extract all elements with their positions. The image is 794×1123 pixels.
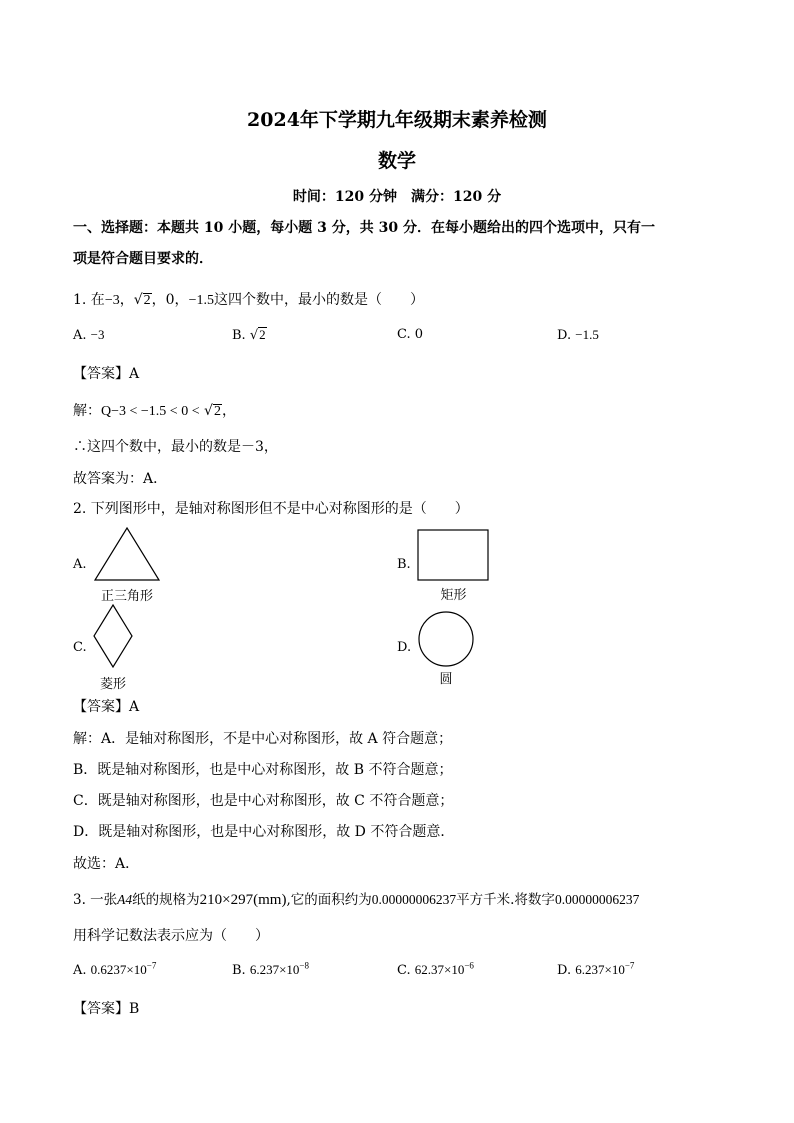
q2-solution-line4: D．既是轴对称图形，也是中心对称图形，故 D 不符合题意．: [73, 824, 455, 840]
q1-solution-line1: [73, 400, 236, 420]
q3-text: 纸的规格为: [132, 892, 200, 908]
rectangle-figure: [417, 529, 490, 582]
q3-option-c: [397, 962, 474, 978]
equilateral-triangle-figure: [93, 527, 161, 582]
q2-solution-line5: 故选：A．: [73, 856, 140, 872]
q1-option-a: [73, 327, 105, 343]
option-label: A.: [73, 328, 87, 343]
q1-stem: [73, 289, 424, 309]
q1-value-neg3: −3: [104, 293, 120, 308]
sqrt-icon: √: [249, 328, 259, 343]
q2-option-d-label: D.: [397, 640, 412, 655]
q3-text: ,它的面积约为: [286, 892, 372, 908]
q3-number: 0.00000006237: [554, 892, 640, 907]
q1-answer: 【答案】A: [73, 366, 140, 382]
q1-sep: ，: [119, 292, 134, 308]
q1-tail: 这四个数中，最小的数是（ ）: [213, 292, 424, 308]
option-label: C.: [397, 963, 411, 978]
q1-solution-line3: 故答案为：A．: [73, 471, 168, 487]
q3-text: 3. 一张: [73, 892, 118, 908]
option-exponent: −8: [299, 960, 309, 971]
option-value: 6.237×10: [249, 962, 300, 977]
q1-value-neg1-5: −1.5: [188, 293, 214, 308]
q3-option-d: [557, 962, 634, 978]
q3-stem-line2: 用科学记数法表示应为（ ）: [73, 928, 269, 944]
q3-dimensions: 210×297(mm): [199, 892, 287, 908]
option-value: 62.37×10: [414, 962, 465, 977]
option-value: 0.6237×10: [90, 962, 147, 977]
q3-answer: 【答案】B: [73, 1001, 140, 1017]
q1-option-c: C. 0: [397, 327, 424, 342]
q1-solution-line2: ∴这四个数中，最小的数是－3，: [73, 439, 278, 455]
q2-option-d-caption: 圆: [439, 672, 453, 687]
q1-sep2: ，0，: [151, 292, 189, 308]
exam-meta: 时间：120 分钟 满分：120 分: [292, 189, 502, 205]
q1-number: 1. 在: [73, 292, 105, 308]
q2-option-a-label: A.: [73, 557, 87, 572]
option-label: D.: [557, 328, 572, 343]
solution-sqrt-arg: 2: [213, 404, 221, 419]
q3-area-value: 0.00000006237: [371, 892, 457, 907]
option-value: −1.5: [575, 327, 599, 342]
subject-title: 数学: [377, 150, 416, 172]
sqrt-icon: √: [204, 403, 213, 419]
q3-text: 平方千米.将数字: [456, 892, 555, 908]
q1-sqrt-arg: 2: [143, 293, 151, 308]
q2-option-b-caption: 矩形: [440, 588, 467, 603]
q2-solution-line3: C．既是轴对称图形，也是中心对称图形，故 C 不符合题意；: [73, 793, 454, 809]
section-instruction-line1: 一、选择题：本题共 10 小题，每小题 3 分，共 30 分．在每小题给出的四个选项中，只有一: [73, 220, 655, 236]
q2-option-a-caption: 正三角形: [100, 589, 153, 604]
q3-paper-size: A4: [117, 892, 133, 907]
q1-option-b: [232, 327, 267, 343]
q3-stem: [73, 888, 639, 909]
option-exponent: −6: [464, 960, 474, 971]
option-label: B.: [232, 963, 246, 978]
option-exponent: −7: [624, 960, 635, 971]
q2-answer: 【答案】A: [73, 699, 140, 715]
rhombus-figure: [92, 604, 134, 668]
q2-solution-line2: B．既是轴对称图形，也是中心对称图形，故 B 不符合题意；: [73, 762, 453, 778]
q1-option-d: [557, 327, 599, 343]
circle-figure: [417, 610, 475, 668]
exam-title: 2024年下学期九年级期末素养检测: [247, 109, 547, 131]
q2-solution-line1: 解：A．是轴对称图形，不是中心对称图形，故 A 符合题意；: [73, 731, 453, 747]
option-value: 6.237×10: [575, 962, 625, 977]
solution-text: 解：Q−3 < −1.5 < 0 <: [73, 404, 200, 419]
option-value: −3: [90, 327, 105, 342]
q2-option-b-label: B.: [397, 557, 411, 572]
sqrt-icon: √: [133, 292, 143, 308]
option-exponent: −7: [146, 960, 157, 971]
q2-stem: 2. 下列图形中，是轴对称图形但不是中心对称图形的是（ ）: [73, 501, 469, 517]
option-label: B.: [232, 328, 246, 343]
option-value: 2: [259, 327, 266, 342]
q2-option-c-label: C.: [73, 640, 87, 655]
q3-option-b: [232, 962, 309, 978]
q2-option-c-caption: 菱形: [99, 677, 126, 692]
q3-option-a: [73, 962, 156, 978]
option-label: A.: [73, 963, 87, 978]
option-label: D.: [557, 963, 572, 978]
solution-text: ，: [221, 403, 236, 419]
section-instruction-line2: 项是符合题目要求的．: [73, 251, 213, 267]
